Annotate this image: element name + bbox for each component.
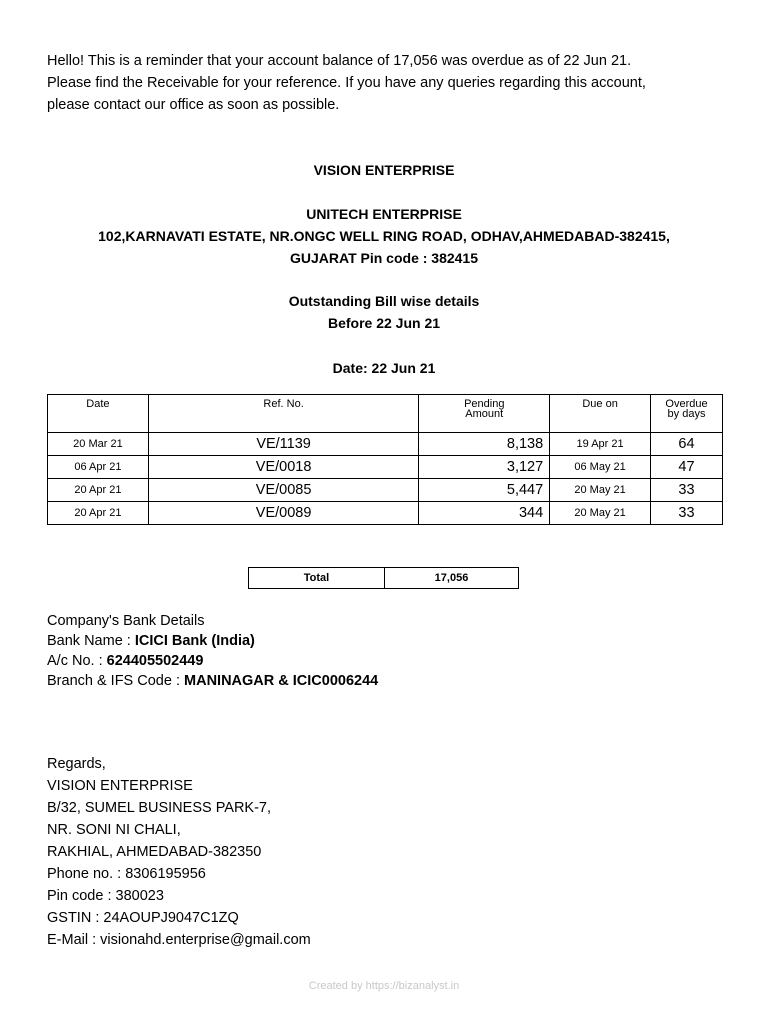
account-number-line [47,651,378,671]
cell-date: 06 Apr 21 [48,456,149,479]
cell-ref: VE/1139 [148,433,419,456]
total-label: Total [249,568,385,589]
total-row [249,568,519,589]
cell-overdue: 33 [651,479,723,502]
sender-gstin: GSTIN : 24AOUPJ9047C1ZQ [47,910,239,926]
bank-heading: Company's Bank Details [47,613,205,629]
party-name: UNITECH ENTERPRISE [306,206,462,222]
cell-overdue: 33 [651,502,723,525]
column-header-ref: Ref. No. [148,395,419,433]
reminder-line: please contact our office as soon as possible. [47,97,340,113]
party-details [0,203,768,269]
footer-credit: Created by https://bizanalyst.in [308,980,460,992]
table-row [48,502,723,525]
cell-amount: 3,127 [419,456,550,479]
report-period: Before 22 Jun 21 [327,315,441,331]
sender-company: VISION ENTERPRISE [47,778,193,794]
cell-due: 20 May 21 [550,479,651,502]
bank-details [47,611,378,691]
cell-ref: VE/0018 [148,456,419,479]
table-row [48,479,723,502]
cell-amount: 8,138 [419,433,550,456]
cell-overdue: 47 [651,456,723,479]
cell-date: 20 Apr 21 [48,479,149,502]
reminder-line: Hello! This is a reminder that your account balance of 17,056 was overdue as of 22 Jun 21. [47,53,632,69]
cell-due: 06 May 21 [550,456,651,479]
cell-amount: 344 [419,502,550,525]
cell-amount: 5,447 [419,479,550,502]
sender-phone: Phone no. : 8306195956 [47,866,206,882]
table-row [48,433,723,456]
cell-ref: VE/0089 [148,502,419,525]
total-table [248,567,519,589]
bank-name-line [47,631,378,651]
report-date: Date: 22 Jun 21 [332,360,436,376]
column-header-date: Date [48,395,149,433]
column-header-due-on: Due on [550,395,651,433]
sender-email: E-Mail : visionahd.enterprise@gmail.com [47,932,311,948]
signature-block [47,753,311,951]
ifs-code-line [47,671,378,691]
cell-overdue: 64 [651,433,723,456]
company-name: VISION ENTERPRISE [313,162,455,178]
sender-address-line: B/32, SUMEL BUSINESS PARK-7, [47,800,272,816]
cell-due: 20 May 21 [550,502,651,525]
account-number-value: 624405502449 [106,653,204,669]
column-header-pending-amount: Pending Amount [419,395,550,433]
table-row [48,456,723,479]
cell-due: 19 Apr 21 [550,433,651,456]
total-value: 17,056 [385,568,519,589]
party-address: 102,KARNAVATI ESTATE, NR.ONGC WELL RING ROAD, ODHAV,AHMEDABAD-382415, [98,228,670,244]
report-heading [0,290,768,334]
ifs-code-label: Branch & IFS Code : [47,673,185,689]
sender-address-line: NR. SONI NI CHALI, [47,822,181,838]
sender-address-line: RAKHIAL, AHMEDABAD-382350 [47,844,262,860]
reminder-line: Please find the Receivable for your reference. If you have any queries regarding this account, [47,75,646,91]
ifs-code-value: MANINAGAR & ICIC0006244 [184,673,379,689]
cell-date: 20 Apr 21 [48,502,149,525]
table-header-row [48,395,723,433]
sender-pin-code: Pin code : 380023 [47,888,164,904]
cell-date: 20 Mar 21 [48,433,149,456]
party-state: GUJARAT Pin code : 382415 [289,250,479,266]
cell-ref: VE/0085 [148,479,419,502]
regards-greeting: Regards, [47,756,106,772]
bank-name-value: ICICI Bank (India) [134,633,255,649]
report-title: Outstanding Bill wise details [288,293,480,309]
bank-name-label: Bank Name : [47,633,135,649]
bills-table [47,394,723,525]
column-header-overdue: Overdue by days [651,395,723,433]
reminder-message [47,50,737,116]
account-number-label: A/c No. : [47,653,107,669]
